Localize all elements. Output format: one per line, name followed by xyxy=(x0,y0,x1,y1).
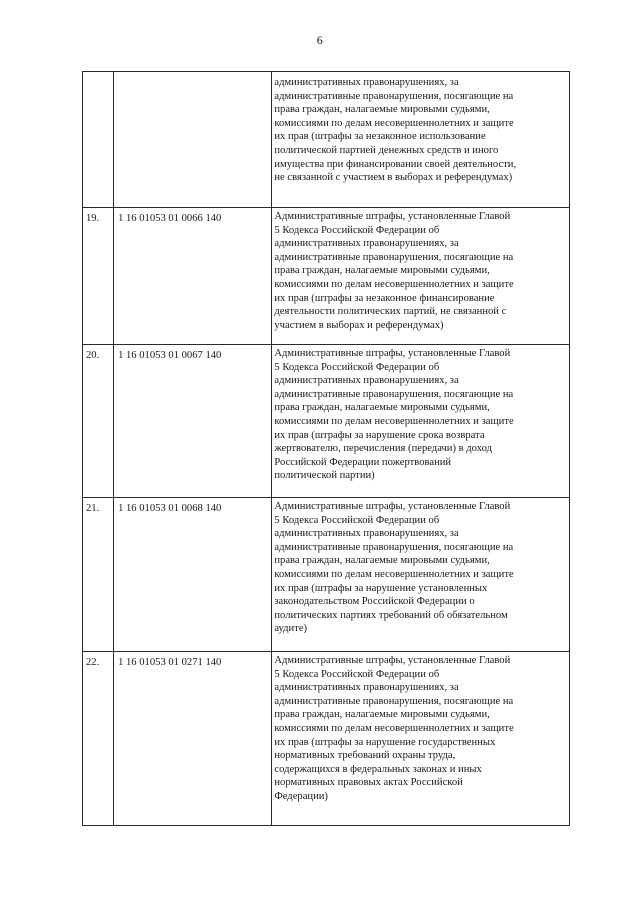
description-line: Административные штрафы, установленные Главой xyxy=(274,655,511,666)
description-line: комиссиями по делам несовершеннолетних и защите xyxy=(274,117,514,129)
row-number: 19. xyxy=(83,208,114,345)
row-description xyxy=(272,652,570,826)
classification-code: 1 16 01053 01 0271 140 xyxy=(114,652,272,826)
description-line: комиссиями по делам несовершеннолетних и защите xyxy=(274,722,514,734)
description-line: Российской Федерации пожертвований xyxy=(274,456,452,468)
description-line: административных правонарушениях, за xyxy=(274,77,459,88)
page-number: 6 xyxy=(316,33,324,47)
row-description xyxy=(272,72,570,208)
description-line: административных правонарушениях, за xyxy=(274,238,459,250)
description-line: участием в выборах и референдумах) xyxy=(274,319,444,331)
description-line: административные правонарушения, посягающие на xyxy=(274,90,514,102)
description-line: Федерации) xyxy=(274,790,328,802)
description-line: содержащихся в федеральных законах и иных xyxy=(274,763,482,775)
description-line: не связанной с участием в выборах и референдумах) xyxy=(274,172,513,184)
table-row xyxy=(83,498,570,652)
description-line: административные правонарушения, посягающие на xyxy=(274,388,514,400)
description-line: административных правонарушениях, за xyxy=(274,528,459,540)
description-line: жертвователю, перечисления (передачи) в доход xyxy=(274,443,492,455)
table-row xyxy=(83,345,570,498)
description-line: административные правонарушения, посягающие на xyxy=(274,541,514,553)
row-description xyxy=(272,345,570,498)
description-line: нормативных правовых актах Российской xyxy=(274,777,463,789)
description-line: аудите) xyxy=(274,623,308,635)
row-description xyxy=(272,498,570,652)
description-line: комиссиями по делам несовершеннолетних и защите xyxy=(274,415,514,427)
table-row xyxy=(83,72,570,208)
description-line: 5 Кодекса Российской Федерации об xyxy=(274,361,440,373)
description-line: политической партией денежных средств и иного xyxy=(274,144,499,156)
description-line: Административные штрафы, установленные Главой xyxy=(274,211,511,222)
description-line: административных правонарушениях, за xyxy=(274,682,459,694)
row-number xyxy=(83,72,114,208)
description-line: их прав (штрафы за незаконное использование xyxy=(274,131,486,143)
budget-classification-table xyxy=(82,71,570,826)
row-number: 20. xyxy=(83,345,114,498)
row-number: 22. xyxy=(83,652,114,826)
description-line: права граждан, налагаемые мировыми судьями, xyxy=(274,265,490,277)
description-line: права граждан, налагаемые мировыми судьями, xyxy=(274,402,490,414)
description-line: комиссиями по делам несовершеннолетних и защите xyxy=(274,278,514,290)
description-line: административных правонарушениях, за xyxy=(274,375,459,387)
description-line: 5 Кодекса Российской Федерации об xyxy=(274,224,440,236)
row-description xyxy=(272,208,570,345)
description-line: политических партиях требований об обязательном xyxy=(274,609,508,621)
description-line: права граждан, налагаемые мировыми судьями, xyxy=(274,555,490,567)
description-line: Административные штрафы, установленные Главой xyxy=(274,501,511,512)
description-line: права граждан, налагаемые мировыми судьями, xyxy=(274,104,490,116)
description-line: их прав (штрафы за нарушение срока возврата xyxy=(274,429,485,441)
description-line: их прав (штрафы за нарушение государственных xyxy=(274,736,496,748)
row-number: 21. xyxy=(83,498,114,652)
description-line: их прав (штрафы за нарушение установленных xyxy=(274,582,488,594)
description-line: их прав (штрафы за незаконное финансирование xyxy=(274,292,495,304)
description-line: нормативных требований охраны труда, xyxy=(274,750,456,762)
description-line: законодательством Российской Федерации о xyxy=(274,596,475,608)
classification-code: 1 16 01053 01 0067 140 xyxy=(114,345,272,498)
description-line: административные правонарушения, посягающие на xyxy=(274,695,514,707)
description-line: деятельности политических партий, не связанной с xyxy=(274,306,507,318)
description-line: имущества при финансировании своей деятельности, xyxy=(274,158,517,170)
description-line: комиссиями по делам несовершеннолетних и защите xyxy=(274,568,514,580)
classification-code xyxy=(114,72,272,208)
description-line: политической партии) xyxy=(274,470,375,482)
table-row xyxy=(83,652,570,826)
description-line: 5 Кодекса Российской Федерации об xyxy=(274,514,440,526)
classification-code: 1 16 01053 01 0068 140 xyxy=(114,498,272,652)
classification-code: 1 16 01053 01 0066 140 xyxy=(114,208,272,345)
description-line: Административные штрафы, установленные Главой xyxy=(274,348,511,359)
description-line: права граждан, налагаемые мировыми судьями, xyxy=(274,709,490,721)
description-line: административные правонарушения, посягающие на xyxy=(274,251,514,263)
table-row xyxy=(83,208,570,345)
description-line: 5 Кодекса Российской Федерации об xyxy=(274,668,440,680)
